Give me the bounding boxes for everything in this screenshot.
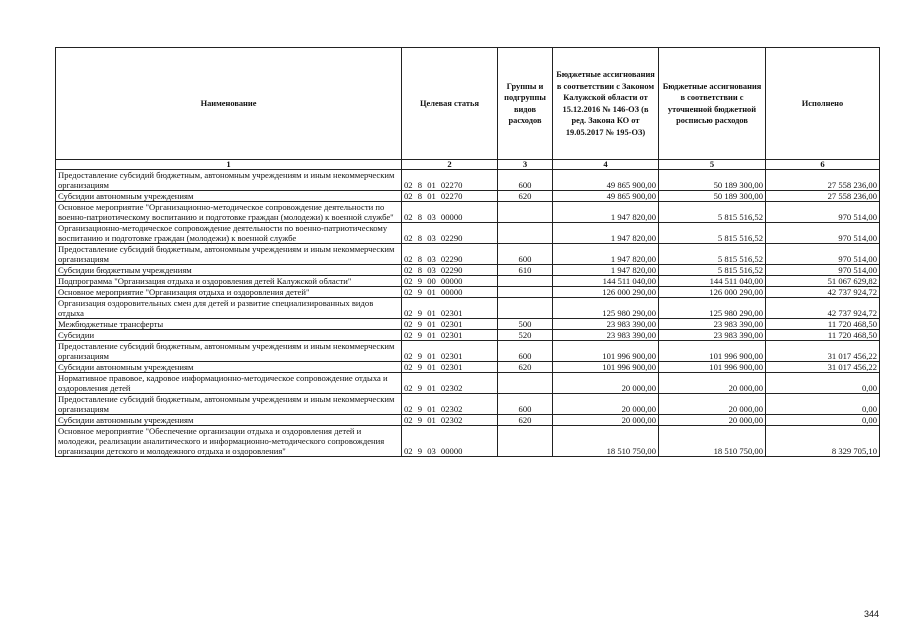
column-number: 4: [553, 160, 659, 170]
row-target-code: 02 8 03 00000: [402, 202, 498, 223]
header-refined-allocations: Бюджетные ассигнования в соответствии с уточненной бюджетной росписью расходов: [659, 48, 766, 160]
table-row: [56, 341, 880, 362]
row-refined-amount: 18 510 750,00: [659, 426, 766, 457]
row-law-amount: 20 000,00: [553, 394, 659, 415]
row-target-code: 02 9 01 02302: [402, 394, 498, 415]
row-refined-amount: 20 000,00: [659, 394, 766, 415]
row-expense-group: [498, 202, 553, 223]
row-name: Подпрограмма "Организация отдыха и оздоровления детей Калужской области": [56, 276, 402, 287]
row-executed-amount: 0,00: [766, 394, 880, 415]
row-refined-amount: 101 996 900,00: [659, 341, 766, 362]
column-number: 6: [766, 160, 880, 170]
row-target-code: 02 8 01 02270: [402, 170, 498, 191]
table-row: [56, 170, 880, 191]
row-name: Субсидии автономным учреждениям: [56, 415, 402, 426]
row-target-code: 02 8 03 02290: [402, 244, 498, 265]
row-executed-amount: 0,00: [766, 415, 880, 426]
table-row: [56, 202, 880, 223]
row-expense-group: 610: [498, 265, 553, 276]
row-law-amount: 126 000 290,00: [553, 287, 659, 298]
row-target-code: 02 9 01 02301: [402, 362, 498, 373]
row-expense-group: 620: [498, 362, 553, 373]
row-law-amount: 23 983 390,00: [553, 319, 659, 330]
row-executed-amount: 11 720 468,50: [766, 319, 880, 330]
row-target-code: 02 8 01 02270: [402, 191, 498, 202]
table-row: [56, 276, 880, 287]
row-name: Предоставление субсидий бюджетным, автономным учреждениям и иным некоммерческим организациям: [56, 394, 402, 415]
table-row: [56, 373, 880, 394]
row-target-code: 02 9 01 02302: [402, 415, 498, 426]
row-name: Субсидии: [56, 330, 402, 341]
row-expense-group: [498, 426, 553, 457]
row-law-amount: 49 865 900,00: [553, 191, 659, 202]
header-expense-groups: Группы и подгруппы видов расходов: [498, 48, 553, 160]
row-law-amount: 101 996 900,00: [553, 341, 659, 362]
table-row: [56, 426, 880, 457]
row-target-code: 02 9 01 00000: [402, 287, 498, 298]
row-refined-amount: 23 983 390,00: [659, 319, 766, 330]
row-expense-group: 600: [498, 394, 553, 415]
column-number: 5: [659, 160, 766, 170]
row-law-amount: 125 980 290,00: [553, 298, 659, 319]
column-number: 2: [402, 160, 498, 170]
row-law-amount: 1 947 820,00: [553, 223, 659, 244]
row-expense-group: [498, 287, 553, 298]
row-expense-group: 500: [498, 319, 553, 330]
row-refined-amount: 126 000 290,00: [659, 287, 766, 298]
table-row: [56, 265, 880, 276]
table-row: [56, 298, 880, 319]
row-refined-amount: 20 000,00: [659, 415, 766, 426]
row-law-amount: 144 511 040,00: [553, 276, 659, 287]
row-executed-amount: 42 737 924,72: [766, 298, 880, 319]
row-name: Субсидии автономным учреждениям: [56, 362, 402, 373]
row-target-code: 02 9 00 00000: [402, 276, 498, 287]
row-name: Основное мероприятие "Организация отдыха и оздоровления детей": [56, 287, 402, 298]
row-refined-amount: 23 983 390,00: [659, 330, 766, 341]
row-refined-amount: 5 815 516,52: [659, 265, 766, 276]
header-law-allocations: Бюджетные ассигнования в соответствии с Законом Калужской области от 15.12.2016 № 146-ОЗ (в ред. Закона КО от 19.05.2017 № 195-ОЗ): [553, 48, 659, 160]
row-expense-group: 620: [498, 415, 553, 426]
row-executed-amount: 27 558 236,00: [766, 191, 880, 202]
row-law-amount: 20 000,00: [553, 415, 659, 426]
row-target-code: 02 9 03 00000: [402, 426, 498, 457]
row-executed-amount: 970 514,00: [766, 244, 880, 265]
header-row: [56, 48, 880, 160]
header-target-article: Целевая статья: [402, 48, 498, 160]
row-target-code: 02 9 01 02301: [402, 341, 498, 362]
row-expense-group: [498, 373, 553, 394]
row-target-code: 02 8 03 02290: [402, 223, 498, 244]
table-row: [56, 362, 880, 373]
row-executed-amount: 31 017 456,22: [766, 362, 880, 373]
row-executed-amount: 0,00: [766, 373, 880, 394]
row-target-code: 02 8 03 02290: [402, 265, 498, 276]
table-row: [56, 244, 880, 265]
row-executed-amount: 970 514,00: [766, 223, 880, 244]
table-row: [56, 287, 880, 298]
row-refined-amount: 144 511 040,00: [659, 276, 766, 287]
header-name: Наименование: [56, 48, 402, 160]
budget-execution-table: [55, 47, 880, 457]
row-refined-amount: 101 996 900,00: [659, 362, 766, 373]
row-name: Субсидии бюджетным учреждениям: [56, 265, 402, 276]
row-executed-amount: 42 737 924,72: [766, 287, 880, 298]
row-target-code: 02 9 01 02301: [402, 330, 498, 341]
row-name: Предоставление субсидий бюджетным, автономным учреждениям и иным некоммерческим организациям: [56, 170, 402, 191]
page-number: 344: [863, 609, 879, 619]
row-executed-amount: 27 558 236,00: [766, 170, 880, 191]
row-executed-amount: 51 067 629,82: [766, 276, 880, 287]
row-name: Предоставление субсидий бюджетным, автономным учреждениям и иным некоммерческим организациям: [56, 341, 402, 362]
row-refined-amount: 50 189 300,00: [659, 191, 766, 202]
row-law-amount: 1 947 820,00: [553, 265, 659, 276]
row-name: Основное мероприятие "Обеспечение организации отдыха и оздоровления детей и молодежи, реализации аналитического и информационно-методического сопровождения организации детского и молодежного отдыха и оздоровления": [56, 426, 402, 457]
row-expense-group: 600: [498, 341, 553, 362]
row-target-code: 02 9 01 02301: [402, 319, 498, 330]
row-executed-amount: 31 017 456,22: [766, 341, 880, 362]
row-executed-amount: 970 514,00: [766, 202, 880, 223]
row-refined-amount: 125 980 290,00: [659, 298, 766, 319]
row-name: Организация оздоровительных смен для детей и развитие специализированных видов отдыха: [56, 298, 402, 319]
row-name: Субсидии автономным учреждениям: [56, 191, 402, 202]
row-refined-amount: 5 815 516,52: [659, 244, 766, 265]
row-name: Основное мероприятие "Организационно-методическое сопровождение деятельности по военно-патриотическому воспитанию и подготовке граждан (молодежи) к военной службе": [56, 202, 402, 223]
row-expense-group: 620: [498, 191, 553, 202]
row-name: Предоставление субсидий бюджетным, автономным учреждениям и иным некоммерческим организациям: [56, 244, 402, 265]
row-name: Нормативное правовое, кадровое информационно-методическое сопровождение отдыха и оздоровления детей: [56, 373, 402, 394]
row-name: Межбюджетные трансферты: [56, 319, 402, 330]
row-refined-amount: 20 000,00: [659, 373, 766, 394]
row-law-amount: 1 947 820,00: [553, 202, 659, 223]
row-target-code: 02 9 01 02301: [402, 298, 498, 319]
row-expense-group: [498, 298, 553, 319]
row-expense-group: 600: [498, 170, 553, 191]
row-target-code: 02 9 01 02302: [402, 373, 498, 394]
table-row: [56, 223, 880, 244]
table-row: [56, 319, 880, 330]
row-name: Организационно-методическое сопровождение деятельности по военно-патриотическому воспитанию и подготовке граждан (молодежи) к военной службе: [56, 223, 402, 244]
row-law-amount: 1 947 820,00: [553, 244, 659, 265]
table-row: [56, 415, 880, 426]
row-law-amount: 49 865 900,00: [553, 170, 659, 191]
table-row: [56, 191, 880, 202]
row-executed-amount: 970 514,00: [766, 265, 880, 276]
row-expense-group: 520: [498, 330, 553, 341]
table-row: [56, 330, 880, 341]
row-refined-amount: 50 189 300,00: [659, 170, 766, 191]
row-law-amount: 101 996 900,00: [553, 362, 659, 373]
header-executed: Исполнено: [766, 48, 880, 160]
row-expense-group: 600: [498, 244, 553, 265]
table-row: [56, 394, 880, 415]
row-expense-group: [498, 223, 553, 244]
column-number: 1: [56, 160, 402, 170]
row-executed-amount: 11 720 468,50: [766, 330, 880, 341]
row-executed-amount: 8 329 705,10: [766, 426, 880, 457]
row-law-amount: 20 000,00: [553, 373, 659, 394]
row-law-amount: 23 983 390,00: [553, 330, 659, 341]
row-law-amount: 18 510 750,00: [553, 426, 659, 457]
row-refined-amount: 5 815 516,52: [659, 202, 766, 223]
row-refined-amount: 5 815 516,52: [659, 223, 766, 244]
column-number: 3: [498, 160, 553, 170]
row-expense-group: [498, 276, 553, 287]
column-number-row: [56, 160, 880, 170]
table-body: [56, 170, 880, 457]
